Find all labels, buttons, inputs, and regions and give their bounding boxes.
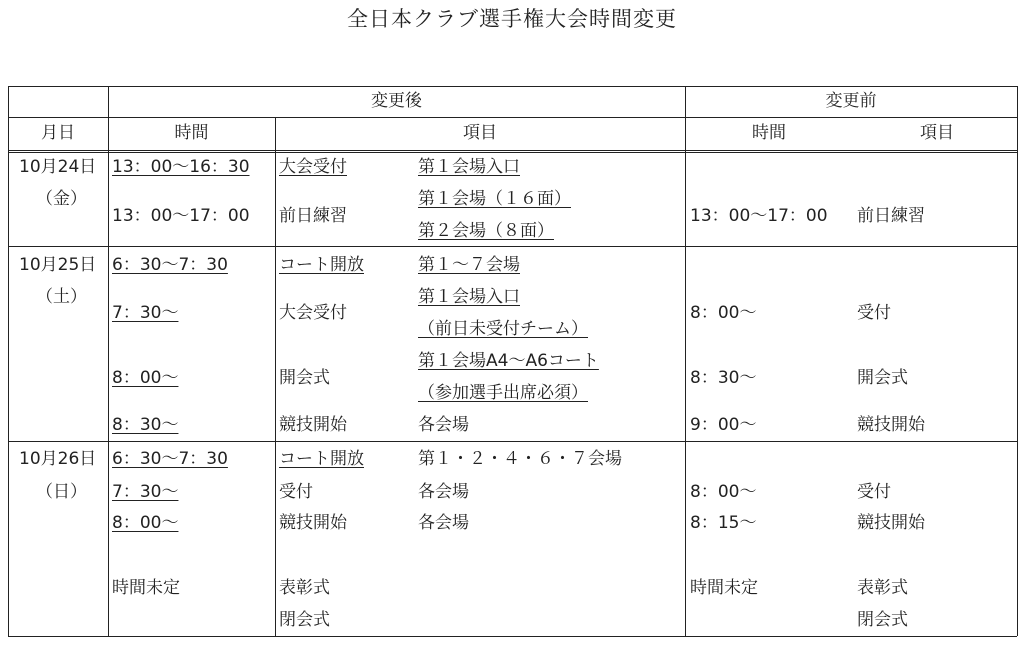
place-after: 第１会場入口 (418, 157, 520, 177)
time-before: 時間未定 (690, 578, 758, 598)
table-divider (275, 117, 276, 636)
header-before: 変更前 (825, 91, 877, 111)
item-before: 表彰式 (857, 578, 908, 598)
header-date: 月日 (41, 123, 75, 143)
time-before: 9：00〜 (690, 415, 757, 435)
place-after: 第１会場（１６面） (418, 189, 571, 209)
day-weekday: （土） (36, 287, 87, 307)
time-after: 7：30〜 (112, 482, 179, 502)
time-before: 8：30〜 (690, 368, 757, 388)
table-divider (685, 86, 686, 636)
item-before: 開会式 (857, 368, 908, 388)
item-before-line2: 閉会式 (857, 610, 908, 630)
item-after: 大会受付 (279, 303, 347, 323)
item-after: 開会式 (279, 368, 330, 388)
day-weekday: （金） (36, 189, 87, 209)
place-after-line2: 第２会場（８面） (418, 221, 554, 241)
day-date: 10月25日 (19, 255, 97, 275)
place-after-line2: （参加選手出席必須） (418, 383, 588, 403)
time-after: 8：00〜 (112, 368, 179, 388)
place-after: 第１〜７会場 (418, 255, 520, 275)
place-after: 各会場 (418, 415, 469, 435)
header-time-before: 時間 (752, 123, 786, 143)
item-before: 競技開始 (857, 415, 925, 435)
time-after: 8：30〜 (112, 415, 179, 435)
item-after: 競技開始 (279, 415, 347, 435)
day-date: 10月24日 (19, 157, 97, 177)
time-before: 13：00〜17：00 (690, 206, 828, 226)
place-after-line2: （前日未受付チーム） (418, 319, 588, 339)
place-after: 各会場 (418, 482, 469, 502)
place-after: 第１・２・４・６・７会場 (418, 449, 622, 469)
item-after: コート開放 (279, 449, 364, 469)
day-weekday: （日） (36, 482, 87, 502)
item-after: 受付 (279, 482, 313, 502)
header-item-before: 項目 (920, 123, 954, 143)
item-after: コート開放 (279, 255, 364, 275)
table-divider (8, 246, 1017, 247)
table-border-bottom (8, 636, 1017, 637)
time-after: 7：30〜 (112, 303, 179, 323)
time-after: 時間未定 (112, 578, 180, 598)
table-divider (8, 152, 1017, 153)
table-divider (108, 86, 109, 636)
item-before: 受付 (857, 482, 891, 502)
time-before: 8：00〜 (690, 482, 757, 502)
header-time-after: 時間 (174, 123, 209, 143)
item-after: 大会受付 (279, 157, 347, 177)
time-before: 8：00〜 (690, 303, 757, 323)
table-border-top (8, 86, 1017, 87)
time-after: 13：00〜16：30 (112, 157, 250, 177)
header-after: 変更後 (371, 91, 422, 111)
table-border-left (8, 86, 9, 636)
header-item-after: 項目 (463, 123, 497, 143)
item-before: 前日練習 (857, 206, 925, 226)
time-after: 6：30〜7：30 (112, 255, 228, 275)
table-divider (8, 117, 1017, 118)
place-after: 第１会場A4〜A6コート (418, 351, 599, 371)
time-after: 6：30〜7：30 (112, 449, 228, 469)
page-title: 全日本クラブ選手権大会時間変更 (347, 7, 677, 31)
item-after-line2: 閉会式 (279, 610, 330, 630)
time-after: 13：00〜17：00 (112, 206, 250, 226)
table-divider (8, 441, 1017, 442)
place-after: 各会場 (418, 513, 469, 533)
item-after: 競技開始 (279, 513, 347, 533)
table-border-right (1017, 86, 1018, 636)
item-after: 表彰式 (279, 578, 330, 598)
place-after: 第１会場入口 (418, 287, 520, 307)
day-date: 10月26日 (19, 449, 97, 469)
time-before: 8：15〜 (690, 513, 757, 533)
item-after: 前日練習 (279, 206, 347, 226)
item-before: 競技開始 (857, 513, 925, 533)
time-after: 8：00〜 (112, 513, 179, 533)
item-before: 受付 (857, 303, 891, 323)
